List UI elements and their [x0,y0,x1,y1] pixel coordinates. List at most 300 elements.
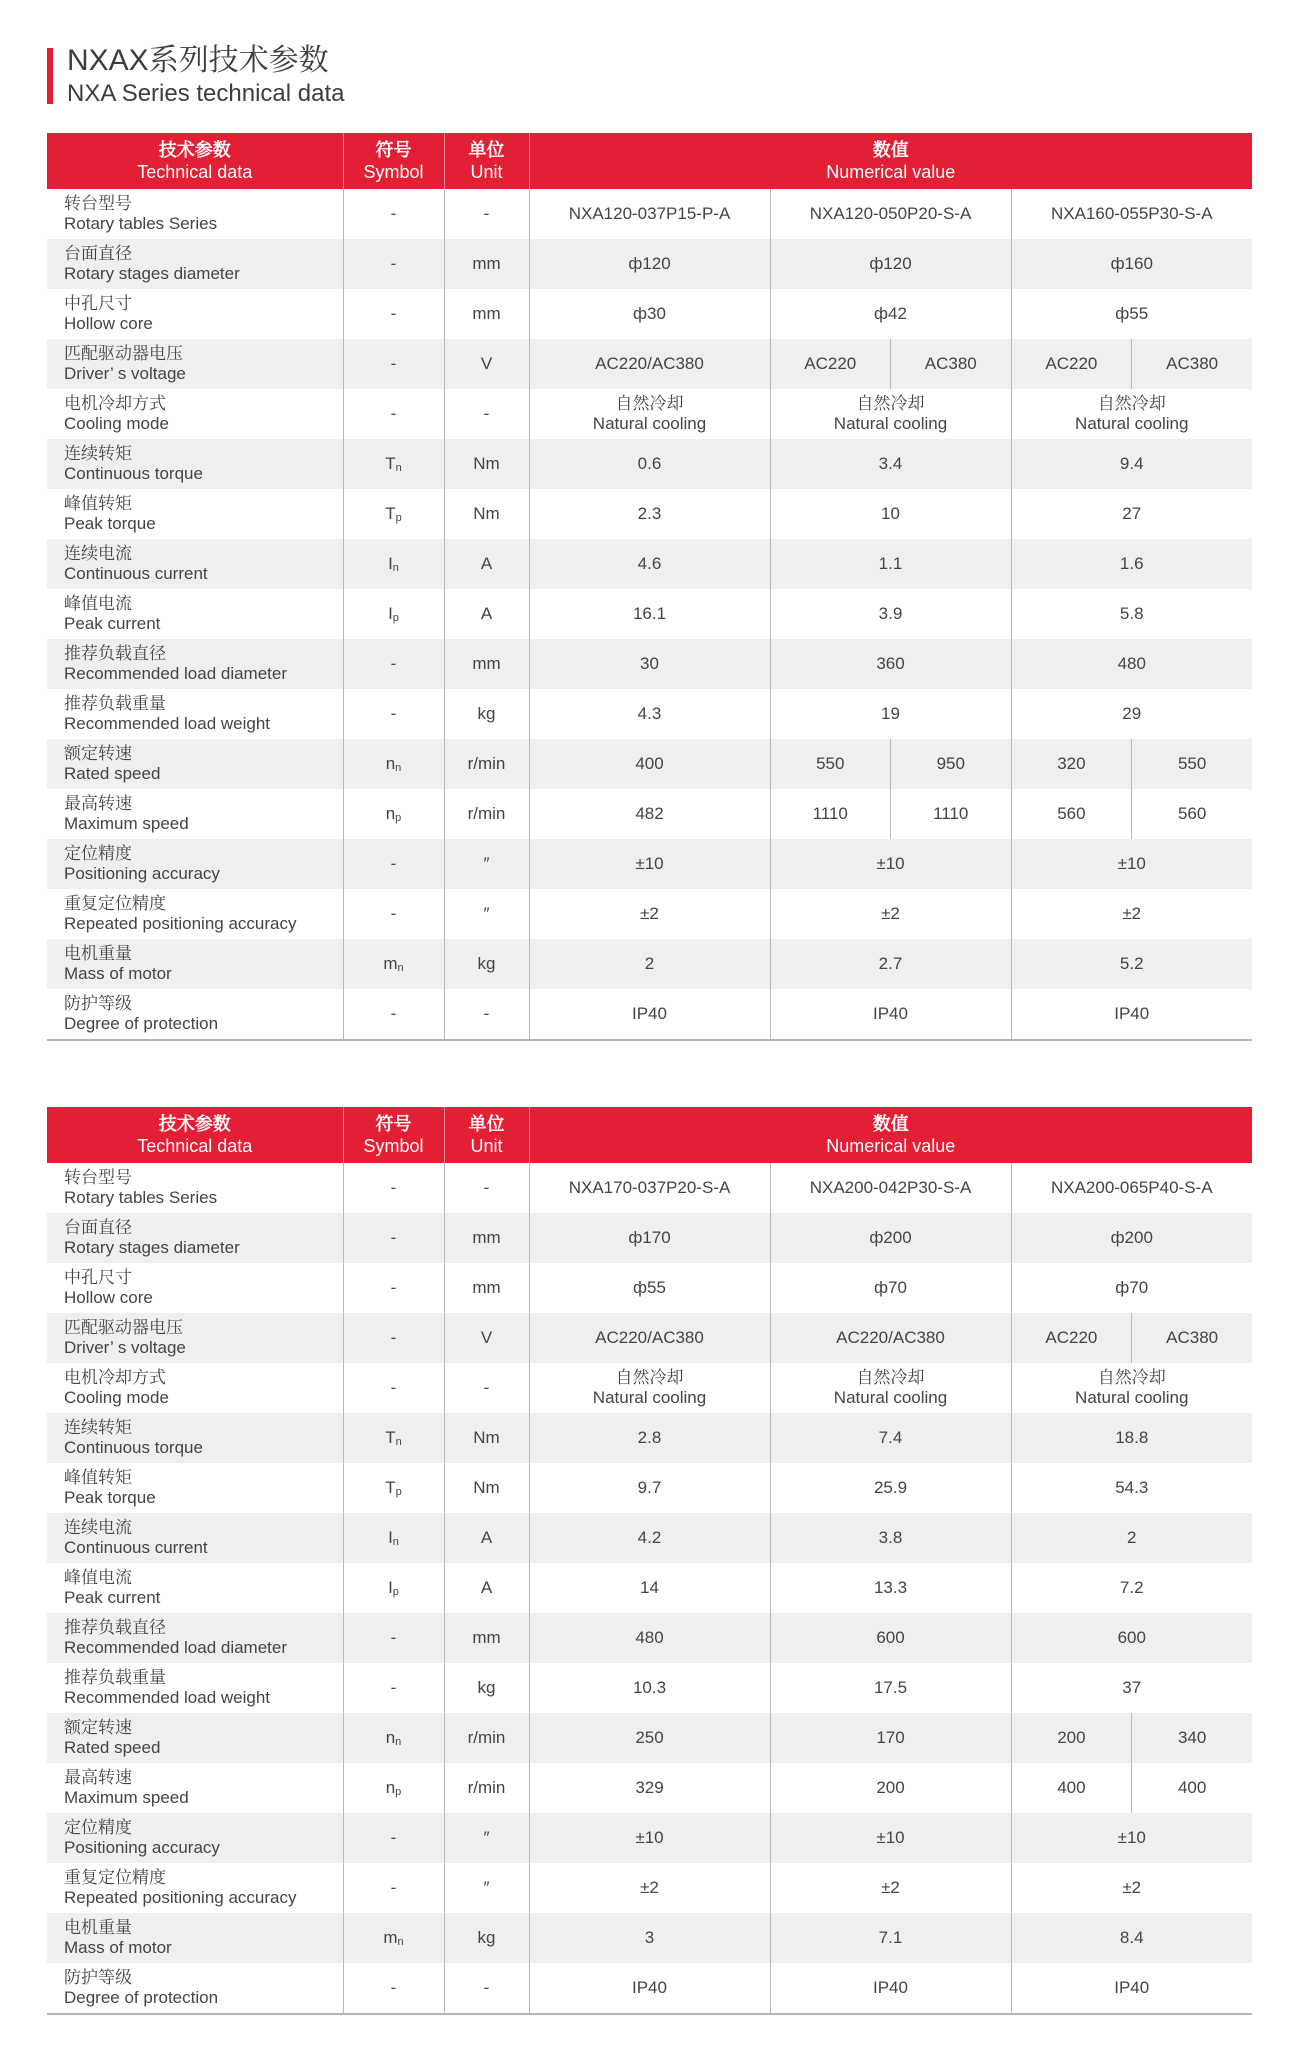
parameter-label-en: Driver’ s voltage [64,364,186,383]
parameter-label-en: Peak torque [64,514,156,533]
value-cell: NXA160-055P30-S-A [1011,189,1252,239]
parameter-label-en: Rated speed [64,1738,161,1757]
parameter-label-cn: 推荐负载直径 [64,644,166,663]
unit-cell: - [444,1963,529,2014]
symbol-cell: - [343,289,444,339]
value-cell: 360 [770,639,1011,689]
table-row [47,439,1252,489]
value-cell: ф170 [529,1213,770,1263]
symbol-cell: $T_n$ [343,1413,444,1463]
value-cell: 自然冷却 Natural cooling [770,389,1011,439]
parameter-label [47,1713,343,1763]
parameter-label [47,389,343,439]
parameter-label-en: Rotary stages diameter [64,264,240,283]
symbol-cell: - [343,989,444,1040]
value-cell: 5.2 [1011,939,1252,989]
table-row [47,1413,1252,1463]
symbol-cell: - [343,1813,444,1863]
parameter-label-en: Rotary tables Series [64,214,218,233]
table-row [47,1963,1252,2014]
parameter-label-en: Mass of motor [64,964,172,983]
symbol-cell: $T_p$ [343,1463,444,1513]
parameter-label-en: Continuous current [64,1538,208,1557]
value-cell: 329 [529,1763,770,1813]
split-value: 1110 1110 [771,789,1011,839]
parameter-label-en: Continuous torque [64,1438,203,1457]
parameter-label-cn: 匹配驱动器电压 [64,1318,183,1337]
parameter-label [47,1813,343,1863]
value-cell: 自然冷却 Natural cooling [770,1363,1011,1413]
table-row [47,889,1252,939]
value-cell: ф30 [529,289,770,339]
parameter-label [47,939,343,989]
parameter-label [47,1313,343,1363]
symbol-cell: $I_p$ [343,1563,444,1613]
table-row [47,1513,1252,1563]
table-row [47,1563,1252,1613]
value-cell: 自然冷却 Natural cooling [529,1363,770,1413]
value-cell: 18.8 [1011,1413,1252,1463]
value-cell: 3 [529,1913,770,1963]
value-cell: 4.2 [529,1513,770,1563]
unit-cell: mm [444,239,529,289]
value-cell: IP40 [529,1963,770,2014]
value-cell: NXA120-037P15-P-A [529,189,770,239]
unit-cell: V [444,1313,529,1363]
header-unit: 单位 Unit [444,1107,529,1163]
parameter-label-en: Peak current [64,614,161,633]
value-cell: 13.3 [770,1563,1011,1613]
value-cell [1011,1313,1252,1363]
unit-cell: ″ [444,1863,529,1913]
parameter-label-en: Rated speed [64,764,161,783]
table-row [47,1463,1252,1513]
value-cell: 7.2 [1011,1563,1252,1613]
parameter-label-cn: 峰值转矩 [64,494,132,513]
parameter-label-cn: 电机重量 [64,944,132,963]
parameter-label-en: Recommended load weight [64,714,271,733]
parameter-label-en: Positioning accuracy [64,864,220,883]
parameter-label-cn: 连续转矩 [64,444,132,463]
table-row [47,739,1252,789]
symbol-cell: - [343,689,444,739]
parameter-label-en: Driver’ s voltage [64,1338,186,1357]
table-row [47,1813,1252,1863]
parameter-label [47,239,343,289]
unit-cell: A [444,539,529,589]
header-row [47,133,1252,189]
symbol-cell: $T_p$ [343,489,444,539]
parameter-label [47,1963,343,2014]
value-cell: 8.4 [1011,1913,1252,1963]
page-title: NXAX系列技术参数 [67,44,329,77]
parameter-label [47,1163,343,1213]
parameter-label [47,739,343,789]
value-cell: 3.4 [770,439,1011,489]
parameter-label-en: Positioning accuracy [64,1838,220,1857]
symbol-cell: $n_p$ [343,1763,444,1813]
value-cell: 19 [770,689,1011,739]
value-cell: NXA200-065P40-S-A [1011,1163,1252,1213]
value-cell: ф200 [770,1213,1011,1263]
value-cell: AC220/AC380 [529,1313,770,1363]
value-cell: IP40 [770,1963,1011,2014]
unit-cell: kg [444,939,529,989]
table-row [47,1763,1252,1813]
parameter-label [47,339,343,389]
parameter-label-cn: 最高转速 [64,1768,132,1787]
symbol-cell: - [343,389,444,439]
value-cell: 10 [770,489,1011,539]
symbol-cell: - [343,1613,444,1663]
unit-cell: ″ [444,1813,529,1863]
value-cell: 5.8 [1011,589,1252,639]
parameter-label-cn: 匹配驱动器电压 [64,344,183,363]
header-symbol: 符号 Symbol [343,133,444,189]
value-cell: 3.8 [770,1513,1011,1563]
value-cell: ±2 [1011,1863,1252,1913]
parameter-label-en: Repeated positioning accuracy [64,914,297,933]
parameter-label-cn: 最高转速 [64,794,132,813]
unit-cell: V [444,339,529,389]
header-unit: 单位 Unit [444,133,529,189]
value-cell: ±10 [1011,839,1252,889]
value-cell: AC220/AC380 [770,1313,1011,1363]
parameter-label-en: Cooling mode [64,414,169,433]
value-cell: 2.7 [770,939,1011,989]
parameter-label-cn: 重复定位精度 [64,1868,166,1887]
parameter-label-cn: 推荐负载直径 [64,1618,166,1637]
symbol-cell: - [343,1363,444,1413]
unit-cell: Nm [444,439,529,489]
value-cell: 4.3 [529,689,770,739]
parameter-label-cn: 防护等级 [64,994,132,1013]
table-row [47,389,1252,439]
symbol-cell: - [343,1663,444,1713]
parameter-label [47,1863,343,1913]
table-row [47,289,1252,339]
parameter-label-cn: 峰值电流 [64,1568,132,1587]
value-cell [1011,1763,1252,1813]
page-subtitle: NXA Series technical data [67,80,345,107]
parameter-label [47,639,343,689]
value-cell: ±10 [770,1813,1011,1863]
value-cell: 2 [1011,1513,1252,1563]
table-row [47,1713,1252,1763]
symbol-cell: - [343,1213,444,1263]
parameter-label-en: Degree of protection [64,1014,219,1033]
split-value: 400 400 [1012,1763,1253,1813]
parameter-label-cn: 台面直径 [64,244,132,263]
table-row [47,239,1252,289]
unit-cell: - [444,189,529,239]
parameter-label [47,1463,343,1513]
parameter-label [47,589,343,639]
parameter-label [47,789,343,839]
split-value: 560 560 [1012,789,1253,839]
value-cell: ф120 [529,239,770,289]
unit-cell: r/min [444,1713,529,1763]
parameter-label [47,889,343,939]
value-cell: 0.6 [529,439,770,489]
unit-cell: mm [444,1213,529,1263]
parameter-label-cn: 峰值转矩 [64,1468,132,1487]
value-cell: NXA120-050P20-S-A [770,189,1011,239]
parameter-label [47,1763,343,1813]
parameter-label-en: Peak torque [64,1488,156,1507]
value-cell: 480 [529,1613,770,1663]
value-cell: 54.3 [1011,1463,1252,1513]
parameter-label-cn: 台面直径 [64,1218,132,1237]
spec-table-2 [47,1107,1252,2015]
unit-cell: r/min [444,739,529,789]
parameter-label [47,1363,343,1413]
parameter-label-cn: 防护等级 [64,1968,132,1987]
parameter-label-cn: 电机重量 [64,1918,132,1937]
parameter-label-en: Hollow core [64,1288,153,1307]
value-cell [1011,339,1252,389]
parameter-label [47,1663,343,1713]
split-value: AC220 AC380 [1012,339,1253,389]
parameter-label-cn: 推荐负载重量 [64,694,166,713]
parameter-label-en: Recommended load diameter [64,1638,288,1657]
value-cell: IP40 [1011,989,1252,1040]
value-cell: 7.1 [770,1913,1011,1963]
parameter-label-en: Rotary stages diameter [64,1238,240,1257]
parameter-label-en: Maximum speed [64,814,189,833]
value-cell: ф55 [529,1263,770,1313]
value-cell: 2 [529,939,770,989]
table-row [47,1363,1252,1413]
parameter-label [47,689,343,739]
value-cell: 25.9 [770,1463,1011,1513]
unit-cell: - [444,1163,529,1213]
value-cell: 7.4 [770,1413,1011,1463]
value-cell: ±10 [529,1813,770,1863]
symbol-cell: - [343,1863,444,1913]
header-numerical-value: 数值 Numerical value [529,1107,1252,1163]
parameter-label-cn: 连续转矩 [64,1418,132,1437]
value-cell: 自然冷却 Natural cooling [529,389,770,439]
unit-cell: Nm [444,489,529,539]
table-row [47,639,1252,689]
symbol-cell: $T_n$ [343,439,444,489]
parameter-label [47,839,343,889]
value-cell: AC220/AC380 [529,339,770,389]
parameter-label-en: Repeated positioning accuracy [64,1888,297,1907]
value-cell: ф160 [1011,239,1252,289]
parameter-label-en: Degree of protection [64,1988,219,2007]
table-row [47,1663,1252,1713]
parameter-label [47,1613,343,1663]
parameter-label [47,439,343,489]
symbol-cell: $I_n$ [343,539,444,589]
header-numerical-value: 数值 Numerical value [529,133,1252,189]
symbol-cell: - [343,239,444,289]
value-cell: 2.8 [529,1413,770,1463]
table-row [47,189,1252,239]
table-row [47,939,1252,989]
value-cell: IP40 [529,989,770,1040]
parameter-label-cn: 中孔尺寸 [64,1268,132,1287]
table-row [47,689,1252,739]
parameter-label [47,289,343,339]
symbol-cell: $n_n$ [343,1713,444,1763]
value-cell: 37 [1011,1663,1252,1713]
value-cell: 27 [1011,489,1252,539]
value-cell: NXA200-042P30-S-A [770,1163,1011,1213]
symbol-cell: - [343,1963,444,2014]
value-cell: 自然冷却 Natural cooling [1011,389,1252,439]
value-cell: ±10 [770,839,1011,889]
value-cell: 480 [1011,639,1252,689]
parameter-label [47,1513,343,1563]
value-cell: ±2 [529,889,770,939]
symbol-cell: - [343,339,444,389]
value-cell: 1.1 [770,539,1011,589]
unit-cell: ″ [444,839,529,889]
symbol-cell: $m_n$ [343,1913,444,1963]
parameter-label [47,1213,343,1263]
value-cell: 1.6 [1011,539,1252,589]
value-cell: 30 [529,639,770,689]
parameter-label-en: Recommended load diameter [64,664,288,683]
value-cell [1011,1713,1252,1763]
value-cell: ±2 [1011,889,1252,939]
table-row [47,1263,1252,1313]
unit-cell: - [444,389,529,439]
unit-cell: kg [444,689,529,739]
parameter-label-en: Maximum speed [64,1788,189,1807]
symbol-cell: - [343,889,444,939]
value-cell: ±2 [770,1863,1011,1913]
table-row [47,1213,1252,1263]
value-cell: ф42 [770,289,1011,339]
value-cell: 170 [770,1713,1011,1763]
value-cell: 17.5 [770,1663,1011,1713]
value-cell: 600 [1011,1613,1252,1663]
value-cell: 10.3 [529,1663,770,1713]
parameter-label-cn: 峰值电流 [64,594,132,613]
parameter-label-cn: 转台型号 [64,194,132,213]
parameter-label-en: Hollow core [64,314,153,333]
parameter-label-cn: 电机冷却方式 [64,1368,166,1387]
value-cell: ф55 [1011,289,1252,339]
value-cell: 400 [529,739,770,789]
unit-cell: A [444,1563,529,1613]
symbol-cell: - [343,839,444,889]
value-cell: ф120 [770,239,1011,289]
table-row [47,589,1252,639]
table-row [47,1613,1252,1663]
value-cell: ф70 [1011,1263,1252,1313]
symbol-cell: - [343,1263,444,1313]
table-row [47,1313,1252,1363]
unit-cell: Nm [444,1413,529,1463]
parameter-label-cn: 转台型号 [64,1168,132,1187]
parameter-label [47,1563,343,1613]
parameter-label-cn: 定位精度 [64,844,132,863]
table-row [47,539,1252,589]
unit-cell: Nm [444,1463,529,1513]
symbol-cell: $n_p$ [343,789,444,839]
unit-cell: mm [444,639,529,689]
symbol-cell: - [343,1313,444,1363]
header-technical: 技术参数 Technical data [47,133,343,189]
value-cell [770,789,1011,839]
table-row [47,1913,1252,1963]
value-cell: IP40 [1011,1963,1252,2014]
parameter-label-en: Continuous current [64,564,208,583]
parameter-label-cn: 推荐负载重量 [64,1668,166,1687]
value-cell: 4.6 [529,539,770,589]
unit-cell: - [444,1363,529,1413]
unit-cell: r/min [444,789,529,839]
value-cell: ±2 [770,889,1011,939]
value-cell: 600 [770,1613,1011,1663]
symbol-cell: $n_n$ [343,739,444,789]
parameter-label-cn: 额定转速 [64,1718,132,1737]
unit-cell: mm [444,289,529,339]
value-cell: NXA170-037P20-S-A [529,1163,770,1213]
table-row [47,839,1252,889]
value-cell: 3.9 [770,589,1011,639]
split-value: 550 950 [771,739,1011,789]
parameter-label-cn: 定位精度 [64,1818,132,1837]
parameter-label [47,1413,343,1463]
parameter-label-en: Recommended load weight [64,1688,271,1707]
symbol-cell: - [343,639,444,689]
parameter-label [47,989,343,1040]
unit-cell: ″ [444,889,529,939]
value-cell: 250 [529,1713,770,1763]
parameter-label-cn: 连续电流 [64,544,132,563]
value-cell: ±10 [1011,1813,1252,1863]
symbol-cell: $I_p$ [343,589,444,639]
table-row [47,489,1252,539]
value-cell: IP40 [770,989,1011,1040]
parameter-label [47,1263,343,1313]
unit-cell: A [444,589,529,639]
split-value: AC220 AC380 [1012,1313,1253,1363]
symbol-cell: - [343,1163,444,1213]
unit-cell: mm [444,1263,529,1313]
value-cell: 200 [770,1763,1011,1813]
parameter-label-en: Cooling mode [64,1388,169,1407]
value-cell: 16.1 [529,589,770,639]
header-symbol: 符号 Symbol [343,1107,444,1163]
parameter-label-cn: 额定转速 [64,744,132,763]
split-value: 200 340 [1012,1713,1253,1763]
unit-cell: A [444,1513,529,1563]
value-cell: 9.7 [529,1463,770,1513]
symbol-cell: $I_n$ [343,1513,444,1563]
table-row [47,1163,1252,1213]
header-row [47,1107,1252,1163]
parameter-label-cn: 中孔尺寸 [64,294,132,313]
parameter-label-en: Continuous torque [64,464,203,483]
parameter-label-en: Mass of motor [64,1938,172,1957]
value-cell [1011,789,1252,839]
parameter-label-cn: 电机冷却方式 [64,394,166,413]
title-accent-bar [47,48,53,104]
symbol-cell: $m_n$ [343,939,444,989]
symbol-cell: - [343,189,444,239]
parameter-label-cn: 连续电流 [64,1518,132,1537]
value-cell: 2.3 [529,489,770,539]
parameter-label-en: Peak current [64,1588,161,1607]
table-row [47,1863,1252,1913]
